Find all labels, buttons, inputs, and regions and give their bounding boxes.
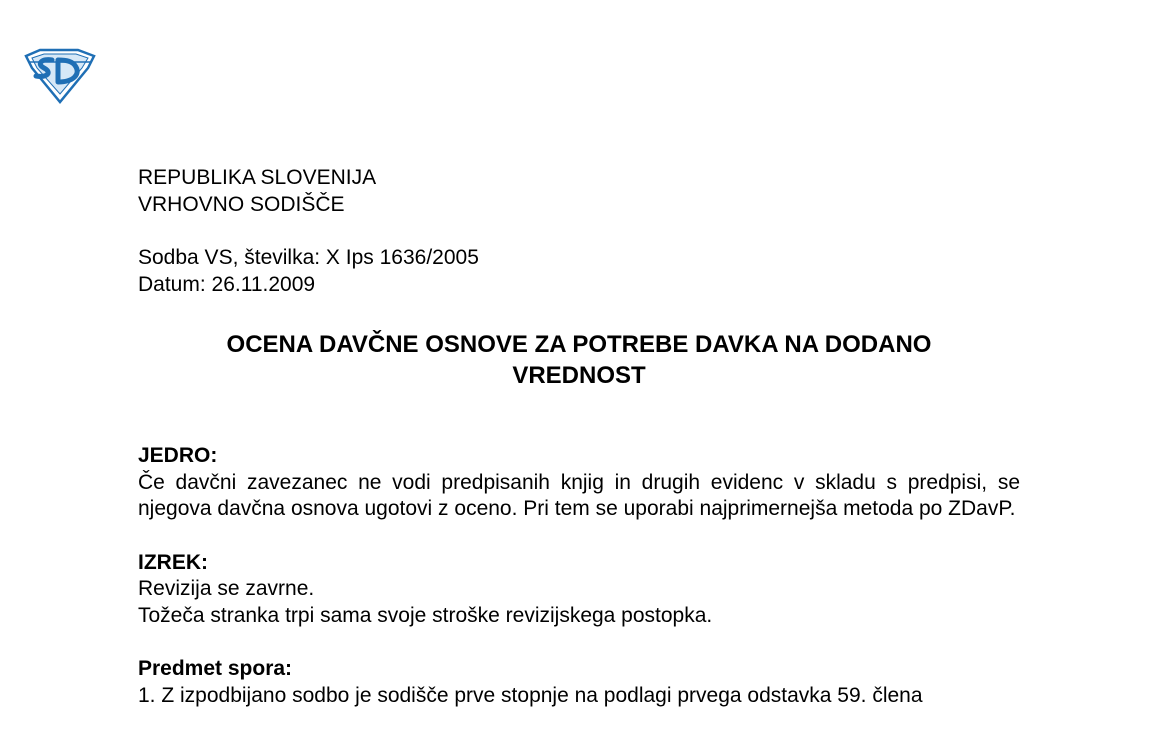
izrek-line-2: Tožeča stranka trpi sama svoje stroške revizijskega postopka. [138, 603, 713, 627]
predmet-line-1: 1. Z izpodbijano sodbo je sodišče prve stopnje na podlagi prvega odstavka 59. člena [138, 683, 923, 707]
title-line-2: VREDNOST [512, 362, 646, 389]
document-title [138, 329, 1020, 391]
izrek-heading: IZREK: [138, 550, 208, 574]
court-name: VRHOVNO SODIŠČE [138, 192, 345, 216]
country-name: REPUBLIKA SLOVENIJA [138, 166, 377, 189]
case-date: Datum: 26.11.2009 [138, 272, 316, 296]
predmet-heading: Predmet spora: [138, 657, 293, 680]
jedro-text: Če davčni zavezanec ne vodi predpisanih knjig in drugih evidenc v skladu s predpisi, se njegova davčna osnova ugotovi z oceno. Pri tem se uporabi najprimernejša metoda po ZDavP. [138, 470, 1020, 520]
title-line-1: OCENA DAVČNE OSNOVE ZA POTREBE DAVKA NA DODANO [226, 331, 932, 358]
jedro-heading: JEDRO: [138, 444, 218, 467]
sd-logo-icon [22, 48, 96, 104]
case-number: Sodba VS, številka: X Ips 1636/2005 [138, 246, 479, 269]
judgment-document [138, 165, 1020, 709]
court-logo [22, 48, 96, 104]
izrek-line-1: Revizija se zavrne. [138, 577, 315, 600]
